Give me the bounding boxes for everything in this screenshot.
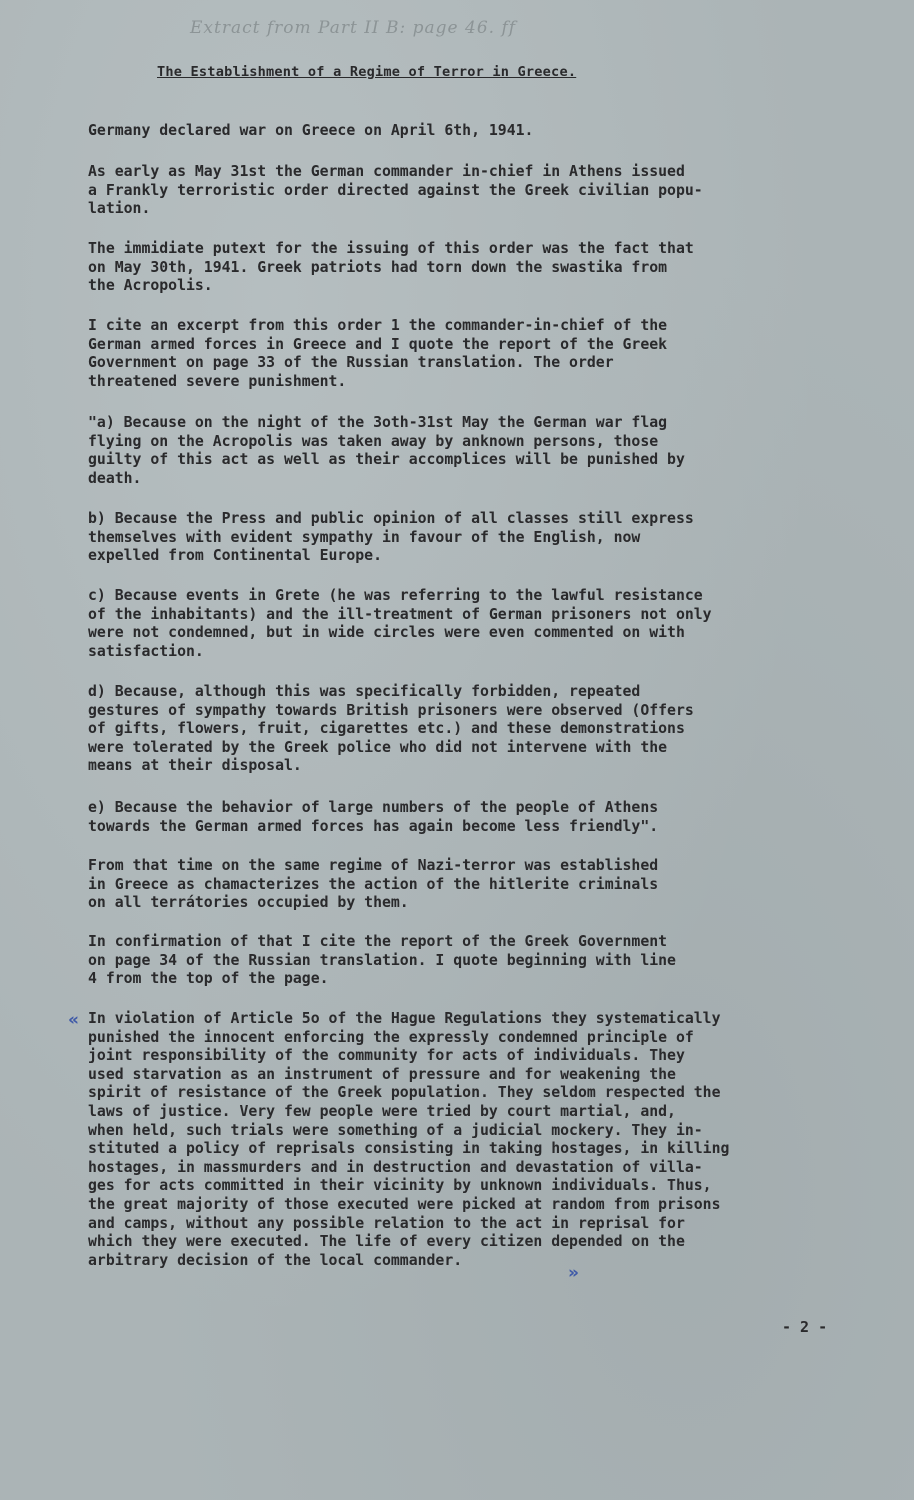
document-title: The Establishment of a Regime of Terror in Greece. [157,64,577,80]
paragraph-point-a: "a) Because on the night of the 3oth-31st May the German war flag flying on the Acropolis was taken away by anknown persons, those guilty of this act as well as their accomplices will be punished by death. [88,414,685,487]
paragraph-hague-quote: In violation of Article 5o of the Hague Regulations they systematically punished the innocent enforcing the expressly condemned principle of joint responsibility of the community for acts of individuals. They used starvation as an instrument of pressure and for weakening the spirit of resistance of the Greek population. They seldom respected the laws of justice. Very few people were tried by court martial, and, when held, such trials were something of a judicial mockery. They in- stituted a policy of reprisals consisting in taking hostages, in killing hostages, in massmurders and in destruction and devastation of villa- ges for acts committed in their vicinity by unknown individuals. Thus, the great majority of those executed were picked at random from prisons and camps, without any possible relation to the act in reprisal for which they were executed. The life of every citizen depended on the arbitrary decision of the local commander. [88,1010,730,1269]
handwritten-note: Extract from Part II B: page 46. ff [190,18,517,38]
paragraph-may-31-order: As early as May 31st the German commander in-chief in Athens issued a Frankly terroristic order directed against the Greek civilian popu- lation. [88,163,703,218]
paragraph-point-b: b) Because the Press and public opinion of all classes still express themselves with evident sympathy in favour of the English, now expelled from Continental Europe. [88,510,694,565]
paragraph-point-e: e) Because the behavior of large numbers of the people of Athens towards the German armed forces has again become less friendly". [88,799,659,835]
paragraph-point-d: d) Because, although this was specifically forbidden, repeated gestures of sympathy towards British prisoners were observed (Offers of gifts, flowers, fruit, cigarettes etc.) and these demonstrations were tolerated by the Greek police who did not intervene with the means at their disposal. [88,683,694,775]
paragraph-nazi-terror: From that time on the same regime of Nazi-terror was established in Greece as chamacterizes the action of the hitlerite criminals on all terrátories occupied by them. [88,857,659,912]
paragraph-point-c: c) Because events in Grete (he was referring to the lawful resistance of the inhabitants) and the ill-treatment of German prisoners not only were not condemned, but in wide circles were even commented on with satisfaction. [88,587,712,660]
quote-open-mark: « [68,1010,79,1030]
paragraph-pretext: The immidiate putext for the issuing of this order was the fact that on May 30th, 1941. Greek patriots had torn down the swastika from the Acropolis. [88,240,694,295]
quote-close-mark: » [568,1263,579,1283]
paragraph-confirmation: In confirmation of that I cite the report of the Greek Government on page 34 of the Russian translation. I quote beginning with line 4 from the top of the page. [88,933,676,988]
paragraph-excerpt-intro: I cite an excerpt from this order 1 the commander-in-chief of the German armed forces in Greece and I quote the report of the Greek Government on page 33 of the Russian translation. The order threatened severe punishment. [88,317,668,390]
page-number: - 2 - [782,1318,828,1336]
paragraph-declaration: Germany declared war on Greece on April 6th, 1941. [88,122,534,139]
